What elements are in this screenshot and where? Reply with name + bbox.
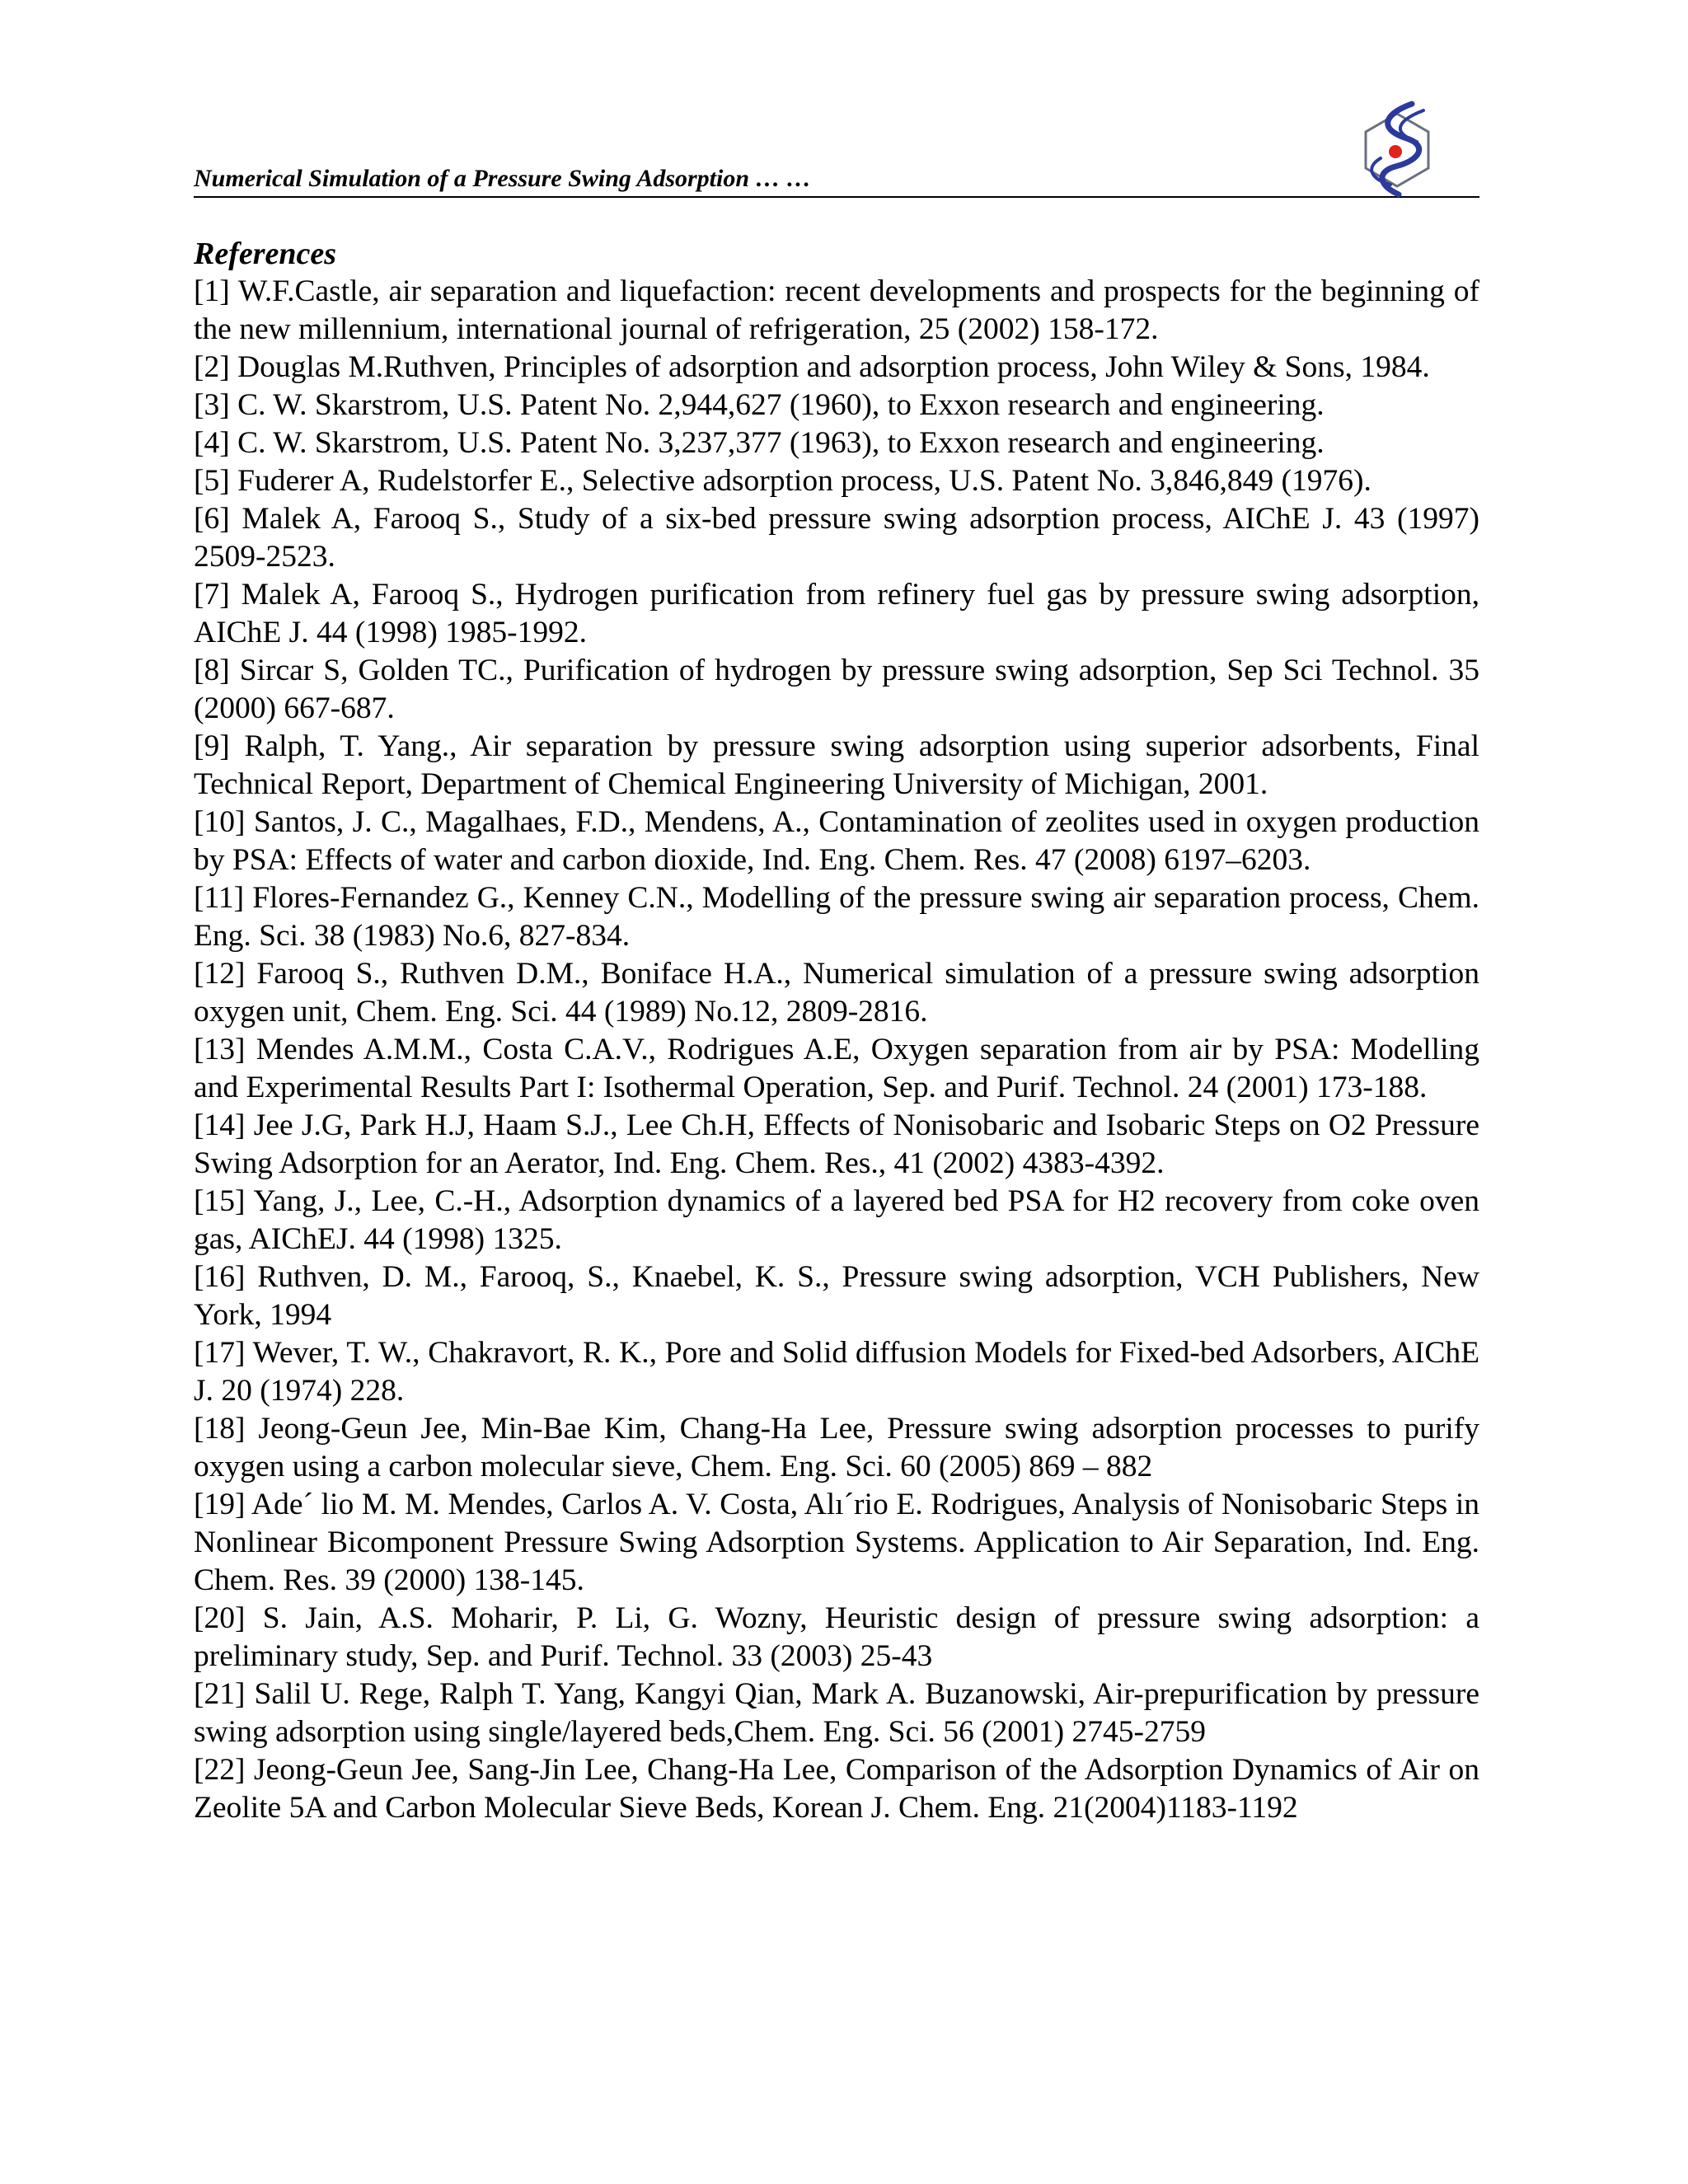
reference-item: [20] S. Jain, A.S. Moharir, P. Li, G. Wozny, Heuristic design of pressure swing adsorption: a preliminary study, Sep. and Purif. Technol. 33 (2003) 25-43 (194, 1601, 1479, 1673)
running-title: Numerical Simulation of a Pressure Swing Adsorption … … (194, 165, 812, 192)
reference-item: [4] C. W. Skarstrom, U.S. Patent No. 3,237,377 (1963), to Exxon research and engineering. (194, 426, 1325, 460)
reference-item: [2] Douglas M.Ruthven, Principles of adsorption and adsorption process, John Wiley & Sons, 1984. (194, 350, 1430, 384)
reference-item: [14] Jee J.G, Park H.J, Haam S.J., Lee Ch.H, Effects of Nonisobaric and Isobaric Steps on O2 Pressure Swing Adsorption for an Aerator, Ind. Eng. Chem. Res., 41 (2002) 4383-4392. (194, 1108, 1479, 1180)
reference-item: [11] Flores-Fernandez G., Kenney C.N., Modelling of the pressure swing air separation process, Chem. Eng. Sci. 38 (1983) No.6, 827-834. (194, 881, 1479, 953)
reference-item: [19] Ade´ lio M. M. Mendes, Carlos A. V. Costa, Alı´rio E. Rodrigues, Analysis of Nonisobaric Steps in Nonlinear Bicomponent Pressure Swing Adsorption Systems. Application to Air Separation, Ind. Eng. Chem. Res. 39 (2000) 138-145. (194, 1488, 1479, 1597)
reference-item: [21] Salil U. Rege, Ralph T. Yang, Kangyi Qian, Mark A. Buzanowski, Air-prepurification by pressure swing adsorption using single/layered beds,Chem. Eng. Sci. 56 (2001) 2745-2759 (194, 1677, 1479, 1749)
reference-item: [17] Wever, T. W., Chakravort, R. K., Pore and Solid diffusion Models for Fixed-bed Adsorbers, AIChE J. 20 (1974) 228. (194, 1336, 1479, 1408)
journal-logo-icon (1348, 99, 1447, 198)
reference-item: [5] Fuderer A, Rudelstorfer E., Selective adsorption process, U.S. Patent No. 3,846,849 (1976). (194, 464, 1372, 498)
reference-item: [1] W.F.Castle, air separation and liquefaction: recent developments and prospects for the beginning of the new millennium, international journal of refrigeration, 25 (2002) 158-172. (194, 274, 1479, 346)
references-section (194, 235, 1479, 1827)
reference-item: [10] Santos, J. C., Magalhaes, F.D., Mendens, A., Contamination of zeolites used in oxygen production by PSA: Effects of water and carbon dioxide, Ind. Eng. Chem. Res. 47 (2008) 6197–6203. (194, 805, 1479, 877)
reference-item: [18] Jeong-Geun Jee, Min-Bae Kim, Chang-Ha Lee, Pressure swing adsorption processes to purify oxygen using a carbon molecular sieve, Chem. Eng. Sci. 60 (2005) 869 – 882 (194, 1412, 1479, 1483)
reference-item: [3] C. W. Skarstrom, U.S. Patent No. 2,944,627 (1960), to Exxon research and engineering. (194, 388, 1325, 422)
reference-list (194, 273, 1479, 1827)
reference-item: [8] Sircar S, Golden TC., Purification of hydrogen by pressure swing adsorption, Sep Sci Technol. 35 (2000) 667-687. (194, 654, 1479, 725)
reference-item: [7] Malek A, Farooq S., Hydrogen purification from refinery fuel gas by pressure swing adsorption, AIChE J. 44 (1998) 1985-1992. (194, 578, 1479, 649)
reference-item: [16] Ruthven, D. M., Farooq, S., Knaebel, K. S., Pressure swing adsorption, VCH Publishers, New York, 1994 (194, 1260, 1479, 1332)
reference-item: [12] Farooq S., Ruthven D.M., Boniface H.A., Numerical simulation of a pressure swing adsorption oxygen unit, Chem. Eng. Sci. 44 (1989) No.12, 2809-2816. (194, 957, 1479, 1029)
reference-item: [22] Jeong-Geun Jee, Sang-Jin Lee, Chang-Ha Lee, Comparison of the Adsorption Dynamics of Air on Zeolite 5A and Carbon Molecular Sieve Beds, Korean J. Chem. Eng. 21(2004)1183-1192 (194, 1753, 1479, 1825)
references-heading: References (194, 237, 337, 271)
page-header (194, 124, 1479, 198)
reference-item: [9] Ralph, T. Yang., Air separation by pressure swing adsorption using superior adsorbents, Final Technical Report, Department of Chemical Engineering University of Michigan, 2001. (194, 729, 1479, 801)
reference-item: [6] Malek A, Farooq S., Study of a six-bed pressure swing adsorption process, AIChE J. 43 (1997) 2509-2523. (194, 502, 1479, 574)
reference-item: [15] Yang, J., Lee, C.-H., Adsorption dynamics of a layered bed PSA for H2 recovery from coke oven gas, AIChEJ. 44 (1998) 1325. (194, 1184, 1479, 1256)
reference-item: [13] Mendes A.M.M., Costa C.A.V., Rodrigues A.E, Oxygen separation from air by PSA: Modelling and Experimental Results Part I: Isothermal Operation, Sep. and Purif. Technol. 24 (2001) 173-188. (194, 1033, 1479, 1104)
